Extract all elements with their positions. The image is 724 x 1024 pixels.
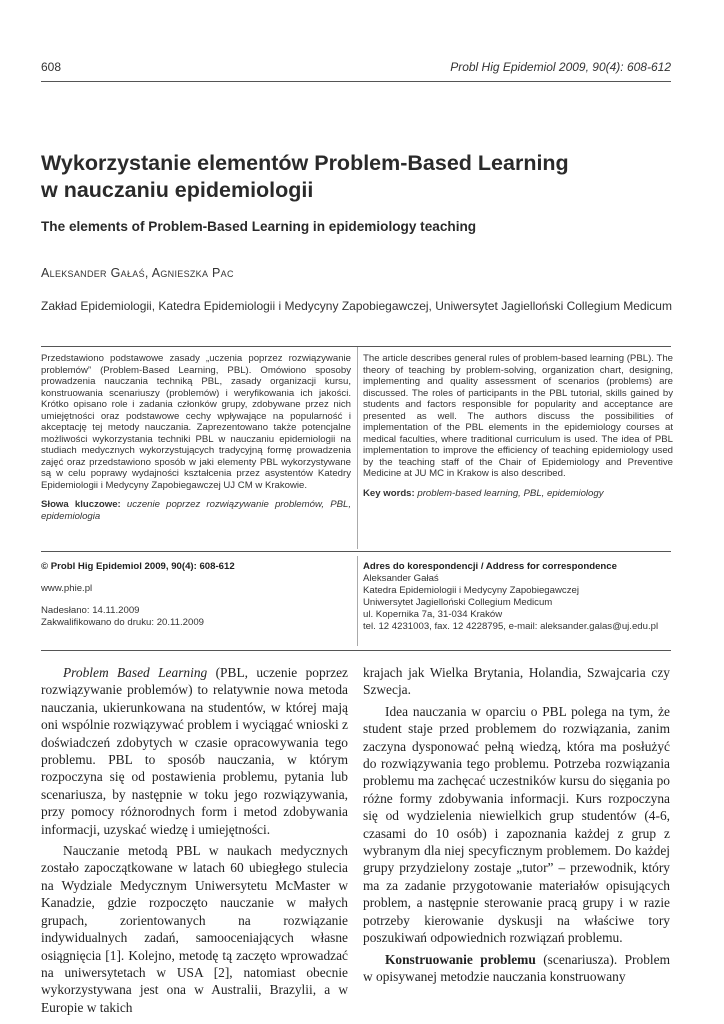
page-number: 608 <box>41 60 62 74</box>
received-date: Nadesłano: 14.11.2009 <box>41 605 140 616</box>
keywords-english <box>363 488 673 500</box>
keywords-value: problem-based learning, PBL, epidemiology <box>417 487 604 499</box>
body-paragraph: Nauczanie metodą PBL w naukach medycznych zostało zapoczątkowane w latach 60 ubiegłego stulecia na Wydziale Medycznym Uniwersytetu McMaster w Kanadzie, gdzie rozpoczęto nauczanie w małych grupach, zorientowanych na rozwiązanie indywidualnych zadań, samooceniających własne osiągnięcia [1]. Kolejno, metodę tą zaczęto wprowadzać na uniwersytetach w USA [2], natomiast obecnie wykorzystywana jest ona w Australii, Brazylii, a w Europie w takich <box>41 843 348 1015</box>
abstract-bottom-rule <box>41 551 671 552</box>
article-title-english: The elements of Problem-Based Learning in epidemiology teaching <box>41 219 477 234</box>
correspondence-department: Katedra Epidemiologii i Medycyny Zapobiegawczej <box>363 585 579 596</box>
abstract-polish-text: Przedstawiono podstawowe zasady „uczenia poprzez rozwiązywanie problemów” (Problem-Based Learning, PBL). Omówiono sposoby prowadzenia nauczania techniką PBL, zasady organizacji kursu, konstruowania scenariuszy (problemów) i weryfikowania ich jakości. Krótko opisano role i zadania członków grupy, zdobywane przez nich umiejętności oraz podstawowe cechy wpływające na popularność i akceptację tej metody nauczania. Zaprezentowano także potencjalne możliwości wykorzystania techniki PBL w nauczaniu epidemiologii na studiach medycznych wykorzystujących tradycyjną formę prowadzenia zajęć oraz przedstawiono sposób w jaki elementy PBL wykorzystywane są w celu poprawy wydajności kształcenia przez asystentów Katedry Epidemiologii i Medycyny Zapobiegawczej UJ CM w Krakowie. <box>41 353 351 491</box>
body-paragraph: krajach jak Wielka Brytania, Holandia, Szwajcaria czy Szwecja. <box>363 665 670 698</box>
abstract-english-text: The article describes general rules of problem-based learning (PBL). The theory of teaching by problem-solving, organization chart, designing, implementing and quality assessment of scenarios (problems) are discussed. The roles of participants in the PBL tutorial, skills gained by students and factors responsible for popularity and acceptance are presented as well. The authors discuss the possibilities of implementation of the PBL elements in the epidemiology courses at medical faculties, where traditional curriculum is used. The idea of PBL implementation to improve the efficiency of teaching epidemiology used by the teaching staff of the Chair of Epidemiology and Preventive Medicine at JU MC in Krakow is also described. <box>363 353 673 479</box>
body-paragraph: Problem Based Learning (PBL, uczenie poprzez rozwiązywanie problemów) to relatywnie nowa metoda nauczania, ukierunkowana na studentów, w której mają oni wspólnie rozwiązywać problem i wyciągać wnioski z doświadczeń zdobytych w czasie opracowywania tego problemu. PBL to sposób nauczania, w którym rozpoczyna się od postawienia problemu, pytania lub scenariusza, by następnie w toku jego rozwiązywania, przy pomocy różnorodnych form i metod zdobywania informacji, uzyskać wiedzę i umiejętności. <box>41 665 348 837</box>
keywords-label: Key words: <box>363 487 415 499</box>
abstract-top-rule <box>41 346 671 347</box>
publication-info <box>41 561 341 629</box>
title-line-2: w nauczaniu epidemiologii <box>41 178 314 202</box>
correspondence-name: Aleksander Gałaś <box>363 573 439 584</box>
info-bottom-rule <box>41 650 671 651</box>
affiliation: Zakład Epidemiologii, Katedra Epidemiologii i Medycyny Zapobiegawczej, Uniwersytet Jagielloński Collegium Medicum <box>41 299 672 313</box>
abstract-polish <box>41 353 351 522</box>
accepted-date: Zakwalifikowano do druku: 20.11.2009 <box>41 617 205 628</box>
info-column-divider <box>357 556 358 646</box>
correspondence-university: Uniwersytet Jagielloński Collegium Medicum <box>363 597 553 608</box>
keywords-polish <box>41 499 351 522</box>
section-lead: Konstruowanie problemu <box>385 951 536 967</box>
correspondence-street: ul. Kopernika 7a, 31-034 Kraków <box>363 609 503 620</box>
pbl-term: Problem Based Learning <box>63 665 208 680</box>
body-column-right <box>363 664 670 985</box>
header-rule <box>41 81 671 82</box>
correspondence-contact: tel. 12 4231003, fax. 12 4228795, e-mail: aleksander.galas@uj.edu.pl <box>363 621 659 632</box>
keywords-value: uczenie poprzez rozwiązywanie problemów, PBL, epidemiologia <box>41 499 351 522</box>
correspondence-heading: Adres do korespondencji / Address for correspondence <box>363 561 617 572</box>
journal-reference: Probl Hig Epidemiol 2009, 90(4): 608-612 <box>450 60 671 74</box>
correspondence-address <box>363 561 683 633</box>
body-column-left <box>41 664 348 1016</box>
body-paragraph: Idea nauczania w oparciu o PBL polega na tym, że student staje przed problemem do rozwiązania, zanim zaczyna dysponować pełną wiedzą, która ma posłużyć do rozwiązywania tego problemu. Potrzeba rozwiązania problemu ma zachęcać uczestników kursu do sięgania po różne formy zdobywania informacji. Kurs rozpoczyna się od wydzielenia niewielkich grup studentów (4-6, czasami do 10 osób) i zapoznania każdej z grup z wybranym dla niej specyficznym problemem. Do każdej grupy przydzielony zostaje „tutor” – przewodnik, który ma za zadanie przygotowanie materiałów opisujących problem, a następnie sterowanie pracą grupy i w razie potrzeby kierowanie dyskusji na właściwe tory poszukiwań odpowiednich rozwiązań problemu. <box>363 703 670 946</box>
journal-website-link[interactable]: www.phie.pl <box>41 583 93 594</box>
abstract-english <box>363 353 673 499</box>
copyright-line: © Probl Hig Epidemiol 2009, 90(4): 608-612 <box>41 561 235 572</box>
keywords-label: Słowa kluczowe: <box>41 499 121 510</box>
authors: Aleksander Gałaś, Agnieszka Pac <box>41 266 234 280</box>
body-paragraph: Konstruowanie problemu (scenariusza). Problem w opisywanej metodzie nauczania konstruowany <box>363 951 670 984</box>
abstract-column-divider <box>357 347 358 549</box>
title-line-1: Wykorzystanie elementów Problem-Based Learning <box>41 151 569 175</box>
article-title-polish <box>41 150 681 204</box>
